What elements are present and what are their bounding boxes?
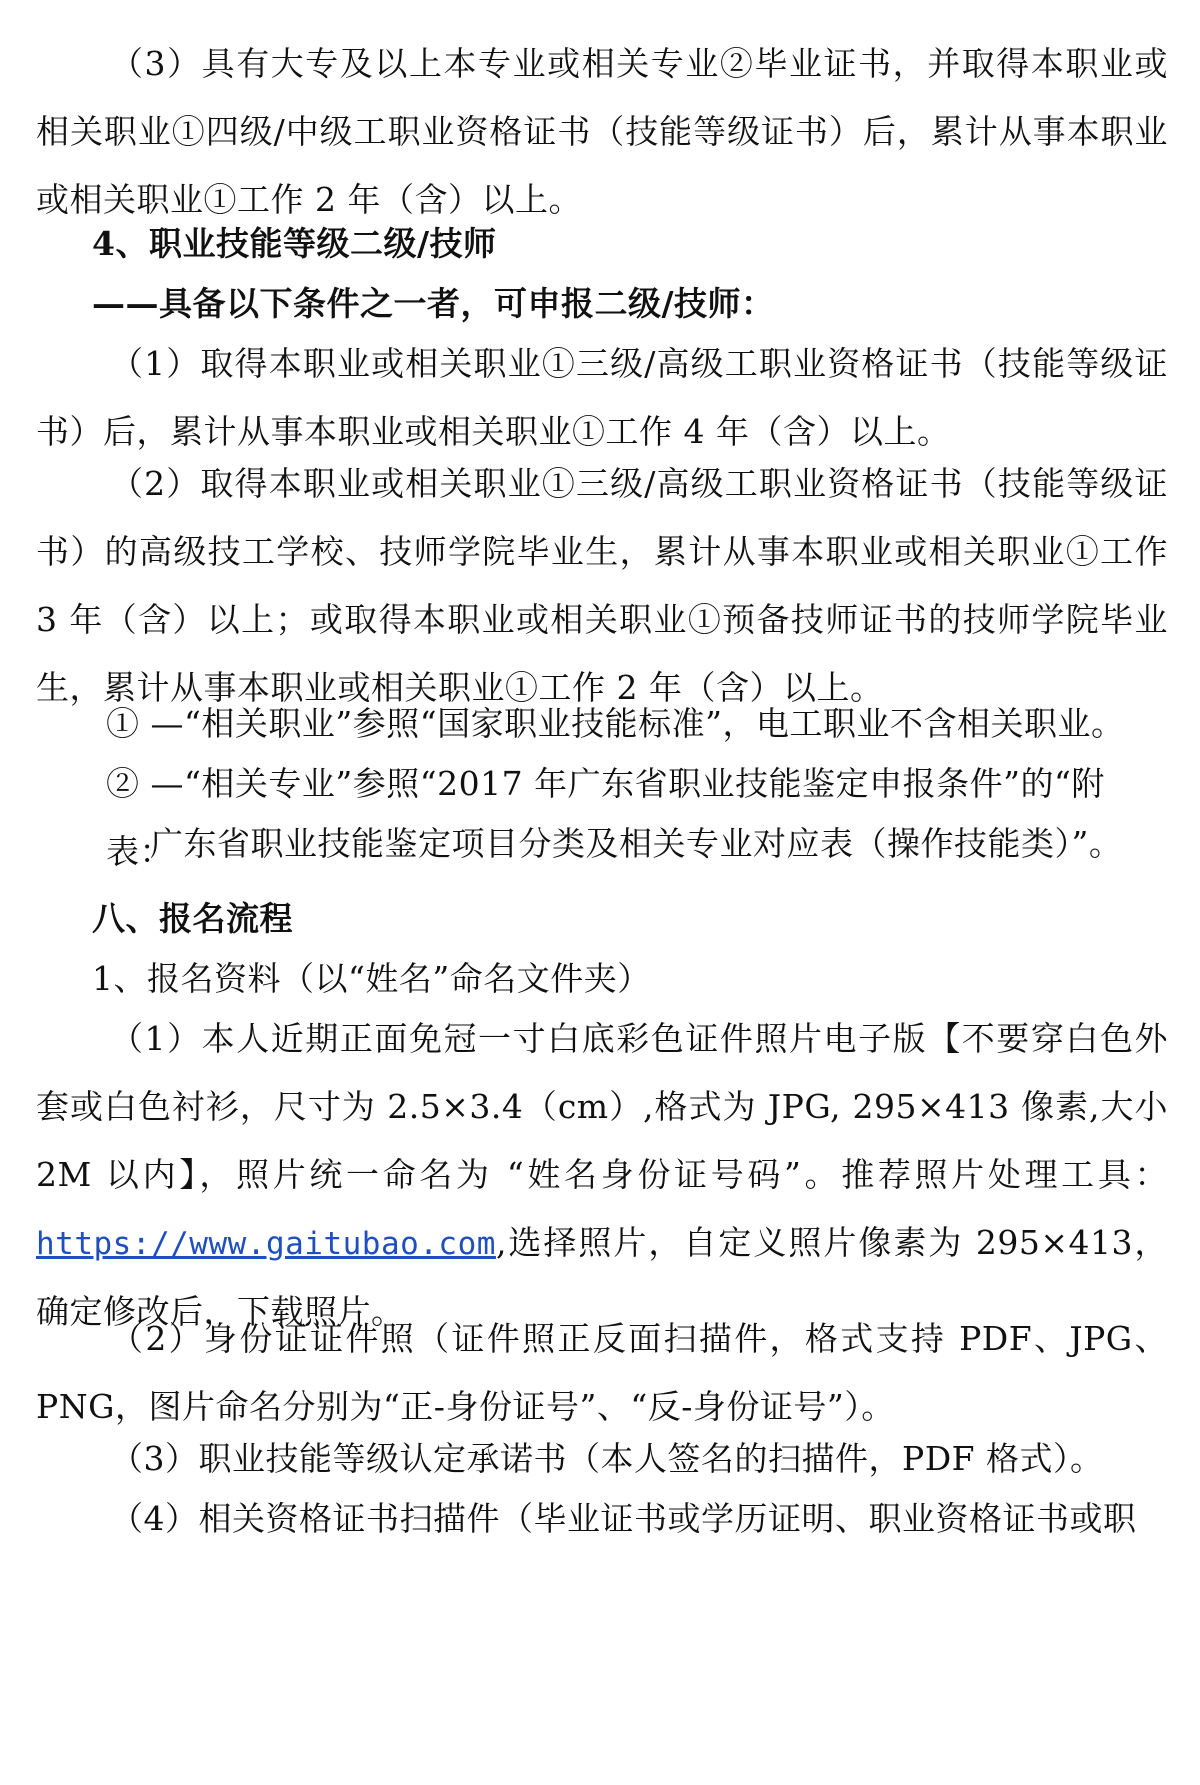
paragraph-id-card-scan: （2）身份证证件照（证件照正反面扫描件，格式支持 PDF、JPG、PNG，图片命名分别为“正-身份证号”、“反-身份证号”）。 (36, 1319, 1168, 1426)
heading-registration-process: 八、报名流程 (92, 899, 293, 938)
paragraph-commitment-letter: （3）职业技能等级认定承诺书（本人签名的扫描件，PDF 格式）。 (110, 1439, 1104, 1478)
footnote-related-occupation: ① —“相关职业”参照“国家职业技能标准”，电工职业不含相关职业。 (106, 704, 1125, 743)
footnote-related-major-continued: 广东省职业技能鉴定项目分类及相关专业对应表（操作技能类）”。 (150, 824, 1123, 863)
paragraph-photo-requirements (36, 1005, 1168, 1346)
paragraph-technician-condition-2: （2）取得本职业或相关职业①三级/高级工职业资格证书（技能等级证书）的高级技工学校、技师学院毕业生，累计从事本职业或相关职业①工作 3 年（含）以上；或取得本职业或相关职业①预备技师证书的技师学院毕业生，累计从事本职业或相关职业①工作 2 年（含）以上。 (36, 464, 1168, 707)
paragraph-technician-condition-1: （1）取得本职业或相关职业①三级/高级工职业资格证书（技能等级证书）后，累计从事本职业或相关职业①工作 4 年（含）以上。 (36, 344, 1168, 451)
gaitubao-link[interactable]: https://www.gaitubao.com (36, 1226, 496, 1262)
footnote-related-major: ② —“相关专业”参照“2017 年广东省职业技能鉴定申报条件”的“附表： (106, 764, 1105, 871)
paragraph-condition-3: （3）具有大专及以上本专业或相关专业②毕业证书，并取得本职业或相关职业①四级/中级工职业资格证书（技能等级证书）后，累计从事本职业或相关职业①工作 2 年（含）以上。 (36, 44, 1168, 219)
heading-conditions-intro: ——具备以下条件之一者，可申报二级/技师： (92, 284, 775, 323)
photo-requirements-text: （1）本人近期正面免冠一寸白底彩色证件照片电子版【不要穿白色外套或白色衬衫，尺寸为 2.5×3.4（cm）,格式为 JPG, 295×413 像素,大小 2M 以内】，照片统一命名为 “姓名身份证号码”。推荐照片处理工具： (36, 1019, 1168, 1194)
paragraph-registration-materials: 1、报名资料（以“姓名”命名文件夹） (92, 959, 651, 998)
photo-requirements-text-continued: ,选择照片，自定义照片像素为 295×413，确定修改后，下载照片。 (36, 1223, 1168, 1331)
heading-level-2-technician: 4、职业技能等级二级/技师 (92, 224, 497, 263)
paragraph-certificate-scans: （4）相关资格证书扫描件（毕业证书或学历证明、职业资格证书或职 (110, 1499, 1137, 1538)
